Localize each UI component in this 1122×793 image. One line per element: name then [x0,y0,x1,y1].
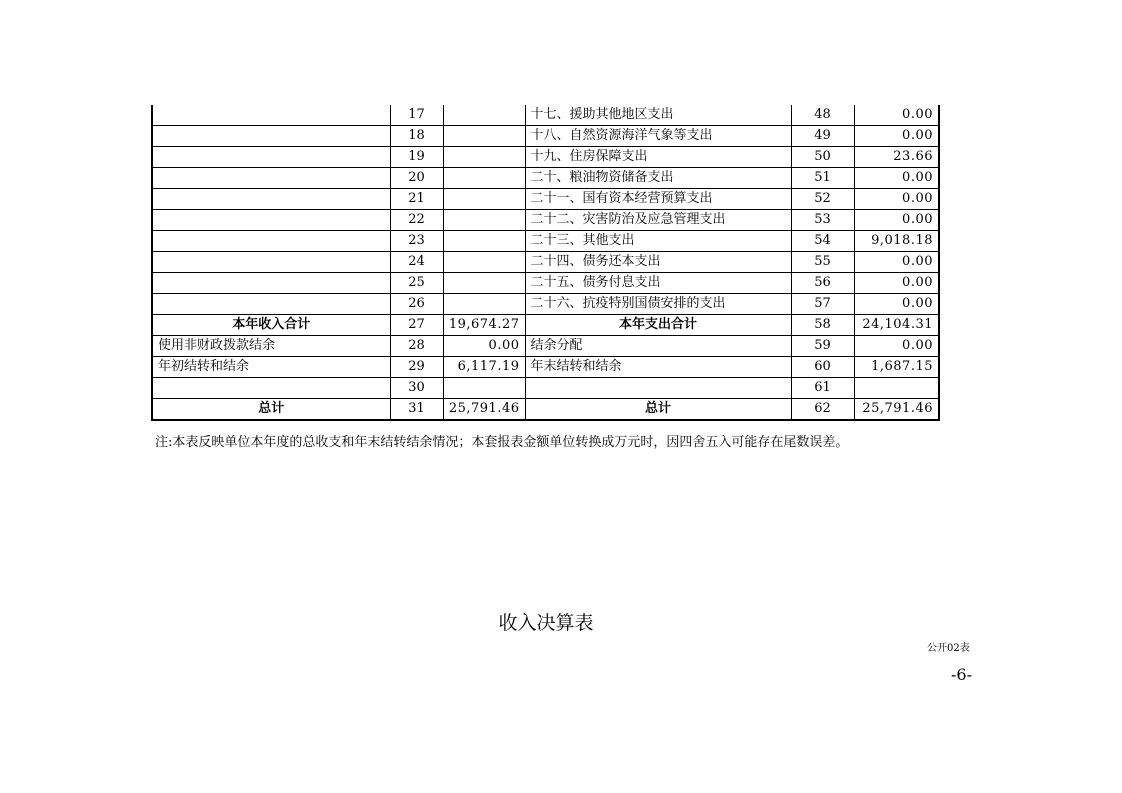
table-row [152,126,939,147]
table-total-row [152,315,939,336]
income-line-number-cell: 27 [390,315,443,336]
expense-item-cell [525,378,791,399]
expense-amount-cell: 24,104.31 [854,315,939,336]
income-item-cell [152,252,390,273]
expense-item-cell: 二十、粮油物资储备支出 [525,168,791,189]
expense-amount-cell: 0.00 [854,252,939,273]
income-item-cell: 总计 [152,399,390,421]
next-table-title: 收入决算表 [498,612,594,634]
table-row [152,378,939,399]
income-amount-cell [443,273,525,294]
income-item-cell: 年初结转和结余 [152,357,390,378]
page-number: -6- [951,665,972,684]
income-amount-cell [443,252,525,273]
expense-line-number-cell: 59 [791,336,854,357]
expense-line-number-cell: 52 [791,189,854,210]
table-row [152,189,939,210]
income-amount-cell: 0.00 [443,336,525,357]
table-row [152,273,939,294]
table-row [152,336,939,357]
income-amount-cell [443,147,525,168]
expense-item-cell: 总计 [525,399,791,421]
expense-amount-cell: 0.00 [854,105,939,126]
income-line-number-cell: 21 [390,189,443,210]
expense-item-cell: 二十五、债务付息支出 [525,273,791,294]
income-amount-cell [443,294,525,315]
income-item-cell [152,210,390,231]
income-item-cell: 使用非财政拨款结余 [152,336,390,357]
income-amount-cell: 19,674.27 [443,315,525,336]
income-item-cell [152,168,390,189]
expense-amount-cell: 25,791.46 [854,399,939,421]
income-item-cell [152,189,390,210]
income-amount-cell: 25,791.46 [443,399,525,421]
income-line-number-cell: 22 [390,210,443,231]
table-total-row [152,399,939,421]
expense-amount-cell: 0.00 [854,294,939,315]
table-footnote: 注:本表反映单位本年度的总收支和年末结转结余情况；本套报表金额单位转换成万元时，因四舍五入可能存在尾数误差。 [155,435,849,450]
income-amount-cell [443,189,525,210]
expense-line-number-cell: 56 [791,273,854,294]
expense-item-cell: 二十一、国有资本经营预算支出 [525,189,791,210]
expense-amount-cell: 0.00 [854,336,939,357]
income-amount-cell: 6,117.19 [443,357,525,378]
expense-line-number-cell: 48 [791,105,854,126]
expense-line-number-cell: 53 [791,210,854,231]
income-item-cell [152,126,390,147]
income-line-number-cell: 25 [390,273,443,294]
income-line-number-cell: 19 [390,147,443,168]
expense-line-number-cell: 57 [791,294,854,315]
expense-amount-cell: 0.00 [854,189,939,210]
expense-line-number-cell: 49 [791,126,854,147]
expense-item-cell: 十八、自然资源海洋气象等支出 [525,126,791,147]
expense-amount-cell: 0.00 [854,210,939,231]
table-row [152,294,939,315]
income-line-number-cell: 31 [390,399,443,421]
income-line-number-cell: 23 [390,231,443,252]
expense-line-number-cell: 54 [791,231,854,252]
table-row [152,252,939,273]
table-row [152,147,939,168]
income-amount-cell [443,231,525,252]
table-row [152,168,939,189]
table-row [152,210,939,231]
expense-amount-cell: 0.00 [854,168,939,189]
income-amount-cell [443,378,525,399]
income-line-number-cell: 26 [390,294,443,315]
expense-line-number-cell: 50 [791,147,854,168]
income-item-cell [152,378,390,399]
expense-item-cell: 二十三、其他支出 [525,231,791,252]
expense-line-number-cell: 55 [791,252,854,273]
expense-item-cell: 二十二、灾害防治及应急管理支出 [525,210,791,231]
income-item-cell [152,273,390,294]
expense-item-cell: 十七、援助其他地区支出 [525,105,791,126]
income-line-number-cell: 17 [390,105,443,126]
expense-line-number-cell: 58 [791,315,854,336]
expense-item-cell: 二十四、债务还本支出 [525,252,791,273]
income-line-number-cell: 28 [390,336,443,357]
income-amount-cell [443,168,525,189]
expense-amount-cell: 0.00 [854,273,939,294]
income-item-cell [152,231,390,252]
income-line-number-cell: 30 [390,378,443,399]
income-amount-cell [443,105,525,126]
income-item-cell [152,294,390,315]
income-line-number-cell: 24 [390,252,443,273]
table-row [152,105,939,126]
expense-amount-cell: 23.66 [854,147,939,168]
income-amount-cell [443,210,525,231]
expense-amount-cell [854,378,939,399]
table-row [152,357,939,378]
expense-item-cell: 年末结转和结余 [525,357,791,378]
expense-item-cell: 结余分配 [525,336,791,357]
expense-line-number-cell: 62 [791,399,854,421]
final-accounts-table [151,105,940,421]
income-item-cell [152,105,390,126]
income-line-number-cell: 29 [390,357,443,378]
expense-item-cell: 十九、住房保障支出 [525,147,791,168]
expense-amount-cell: 0.00 [854,126,939,147]
income-amount-cell [443,126,525,147]
income-item-cell [152,147,390,168]
expense-amount-cell: 1,687.15 [854,357,939,378]
income-line-number-cell: 20 [390,168,443,189]
income-line-number-cell: 18 [390,126,443,147]
table-row [152,231,939,252]
expense-line-number-cell: 61 [791,378,854,399]
expense-line-number-cell: 51 [791,168,854,189]
expense-item-cell: 本年支出合计 [525,315,791,336]
expense-amount-cell: 9,018.18 [854,231,939,252]
expense-item-cell: 二十六、抗疫特别国债安排的支出 [525,294,791,315]
form-code: 公开02表 [927,643,970,654]
income-item-cell: 本年收入合计 [152,315,390,336]
expense-line-number-cell: 60 [791,357,854,378]
